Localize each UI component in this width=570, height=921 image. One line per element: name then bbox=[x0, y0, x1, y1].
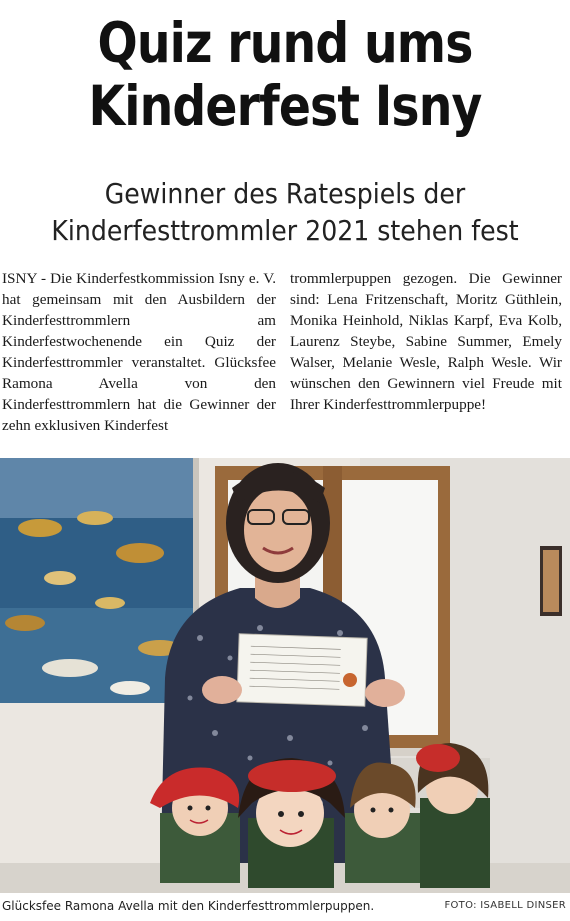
body-text-right: trommlerpuppen gezogen. Die Gewinner sind: Lena Fritzenschaft, Moritz Güthlein, Monika Heinhold, Niklas Karpf, Eva Kolb, Laurenz Steybe, Sabine Summer, Emely Walser, Melanie Wesle, Ralph Wesle. Wir wünschen den Gewinnern viel Freude mit Ihrer Kinderfesttrommlerpuppe! bbox=[290, 270, 562, 413]
headline bbox=[40, 12, 530, 138]
body-column-left bbox=[2, 268, 276, 436]
photo-credit: FOTO: ISABELL DINSER bbox=[444, 900, 566, 911]
headline-line-1: Quiz rund ums bbox=[97, 11, 473, 75]
photo-caption: Glücksfee Ramona Avella mit den Kinderfesttrommlerpuppen. bbox=[2, 899, 375, 913]
article-photo bbox=[0, 458, 570, 893]
headline-line-2: Kinderfest Isny bbox=[88, 74, 482, 138]
body-text-left: ISNY - Die Kinderfestkommission Isny e. V. hat gemeinsam mit den Ausbildern der Kinderfesttrommlern am Kinderfestwochenende ein Quiz der Kinderfesttrommler veranstaltet. Glücksfee Ramona Avella von den Kinderfesttrommlern hat die Gewinner der zehn exklusiven Kinderfest bbox=[2, 270, 276, 434]
photo-caption-bar bbox=[0, 894, 570, 918]
body-column-right bbox=[290, 268, 562, 415]
photo-illustration bbox=[0, 458, 570, 893]
subheadline-line-1: Gewinner des Ratespiels der bbox=[104, 177, 466, 210]
subheadline bbox=[29, 175, 542, 249]
subheadline-line-2: Kinderfesttrommler 2021 stehen fest bbox=[51, 214, 519, 247]
